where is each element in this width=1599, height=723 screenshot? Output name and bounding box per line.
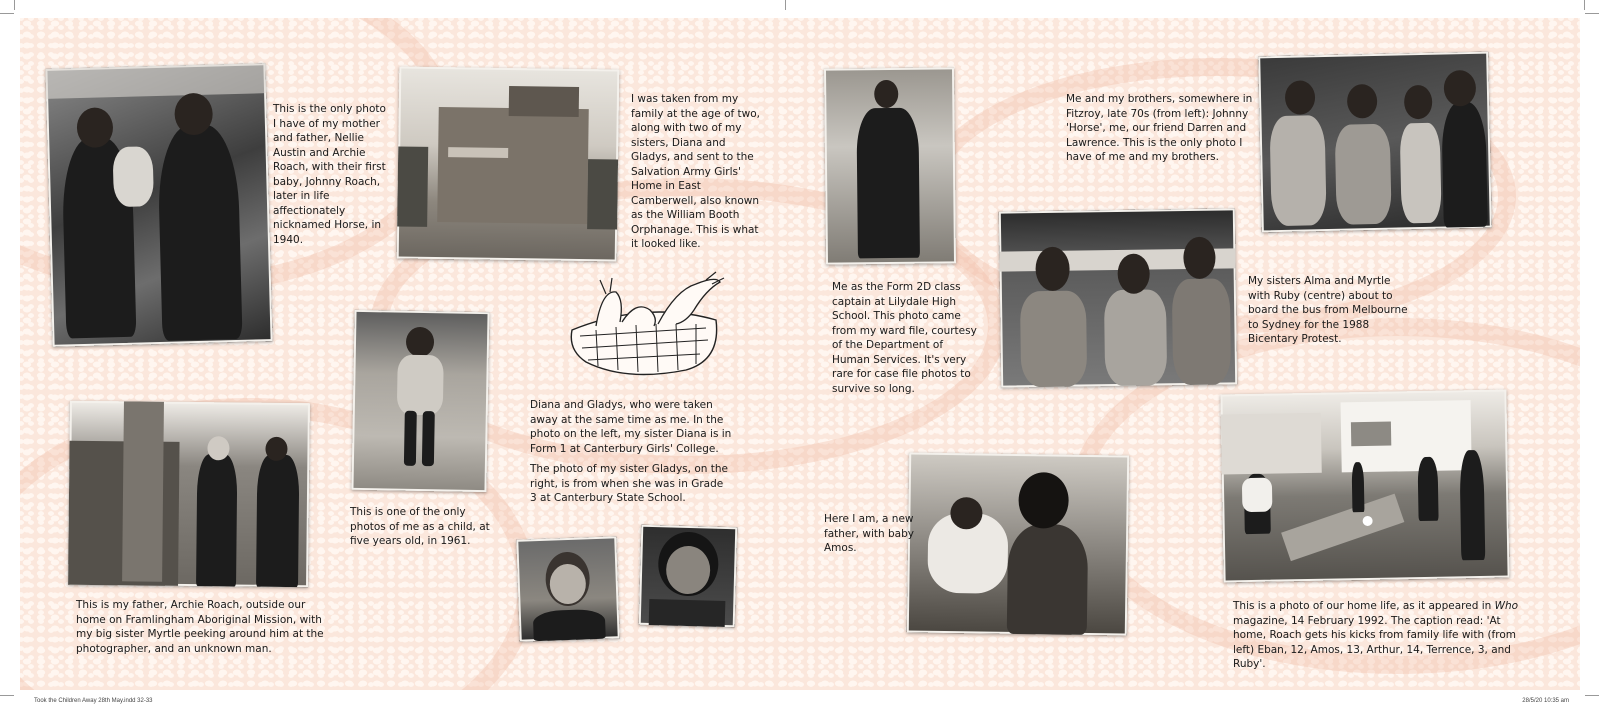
footer-timestamp: 28/5/20 10:35 am [1522, 698, 1569, 704]
crop-mark [14, 0, 15, 10]
caption-parents: This is the only photo I have of my mother and father, Nellie Austin and Archie Roach, with their first baby, Johnny Roach, later in life affectionately nicknamed Horse, in 1940. [273, 103, 386, 246]
photo-gladys [639, 525, 738, 627]
photo-diana [516, 536, 619, 641]
crop-mark [1584, 0, 1585, 10]
footer-file-label: Took the Children Away 28th May.indd 32-33 [34, 698, 153, 704]
crop-mark [785, 0, 786, 10]
photo-home-life-who-magazine [1220, 390, 1509, 583]
caption-who-text-start: This is a photo of our home life, as it appeared in [1233, 600, 1495, 612]
caption-diana-gladys: Diana and Gladys, who were taken away at the same time as me. In the photo on the left, my sister Diana is in Form 1 at Canterbury Girls' College. [530, 399, 732, 455]
photo-new-father-baby [907, 452, 1129, 635]
crop-mark [0, 13, 14, 14]
photo-father-mission-home [68, 401, 310, 588]
basket-illustration [566, 270, 732, 380]
photo-brothers [1258, 52, 1492, 233]
crop-mark [1585, 13, 1599, 14]
photo-sisters [999, 208, 1237, 387]
caption-who-magazine [1233, 599, 1533, 672]
caption-gladys-grade-3: The photo of my sister Gladys, on the right, is from when she was in Grade 3 at Canterbury State School. [530, 463, 728, 504]
caption-father: This is my father, Archie Roach, outside our home on Framlingham Aboriginal Mission, with my big sister Myrtle peeking around him at the photographer, and an unknown man. [76, 599, 324, 655]
caption-orphanage: I was taken from my family at the age of two, along with two of my sisters, Diana and Gladys, and sent to the Salvation Army Girls' Home in East Camberwell, also known as the William Booth Orphanage. This is what it looked like. [631, 93, 761, 250]
photo-form-2d-captain [824, 67, 956, 264]
caption-brothers: Me and my brothers, somewhere in Fitzroy, late 70s (from left): Johnny 'Horse', me, our friend Darren and Lawrence. This is the only photo I have of me and my brothers. [1066, 93, 1253, 163]
crop-mark [0, 695, 14, 696]
caption-who-text-end: magazine, 14 February 1992. The caption read: 'At home, Roach gets his kicks from family life with (from left) Eban, 12, Amos, 13, Arthur, 14, Terrence, 3, and Ruby'. [1233, 614, 1516, 670]
photo-child-five-years [351, 310, 489, 492]
photo-parents-with-baby [45, 63, 272, 347]
caption-child: This is one of the only photos of me as a child, at five years old, in 1961. [350, 506, 490, 547]
crop-mark [1585, 695, 1599, 696]
caption-who-magazine-title: Who [1494, 600, 1519, 612]
page-spread [20, 18, 1580, 690]
photo-orphanage [397, 66, 620, 261]
caption-new-father: Here I am, a new father, with baby Amos. [824, 513, 914, 554]
caption-sisters: My sisters Alma and Myrtle with Ruby (centre) about to board the bus from Melbourne to Sydney for the 1988 Bicentary Protest. [1248, 275, 1408, 345]
caption-form-2d: Me as the Form 2D class captain at Lilydale High School. This photo came from my ward file, courtesy of the Department of Human Services. It's very rare for case file photos to survive so long. [832, 281, 977, 395]
